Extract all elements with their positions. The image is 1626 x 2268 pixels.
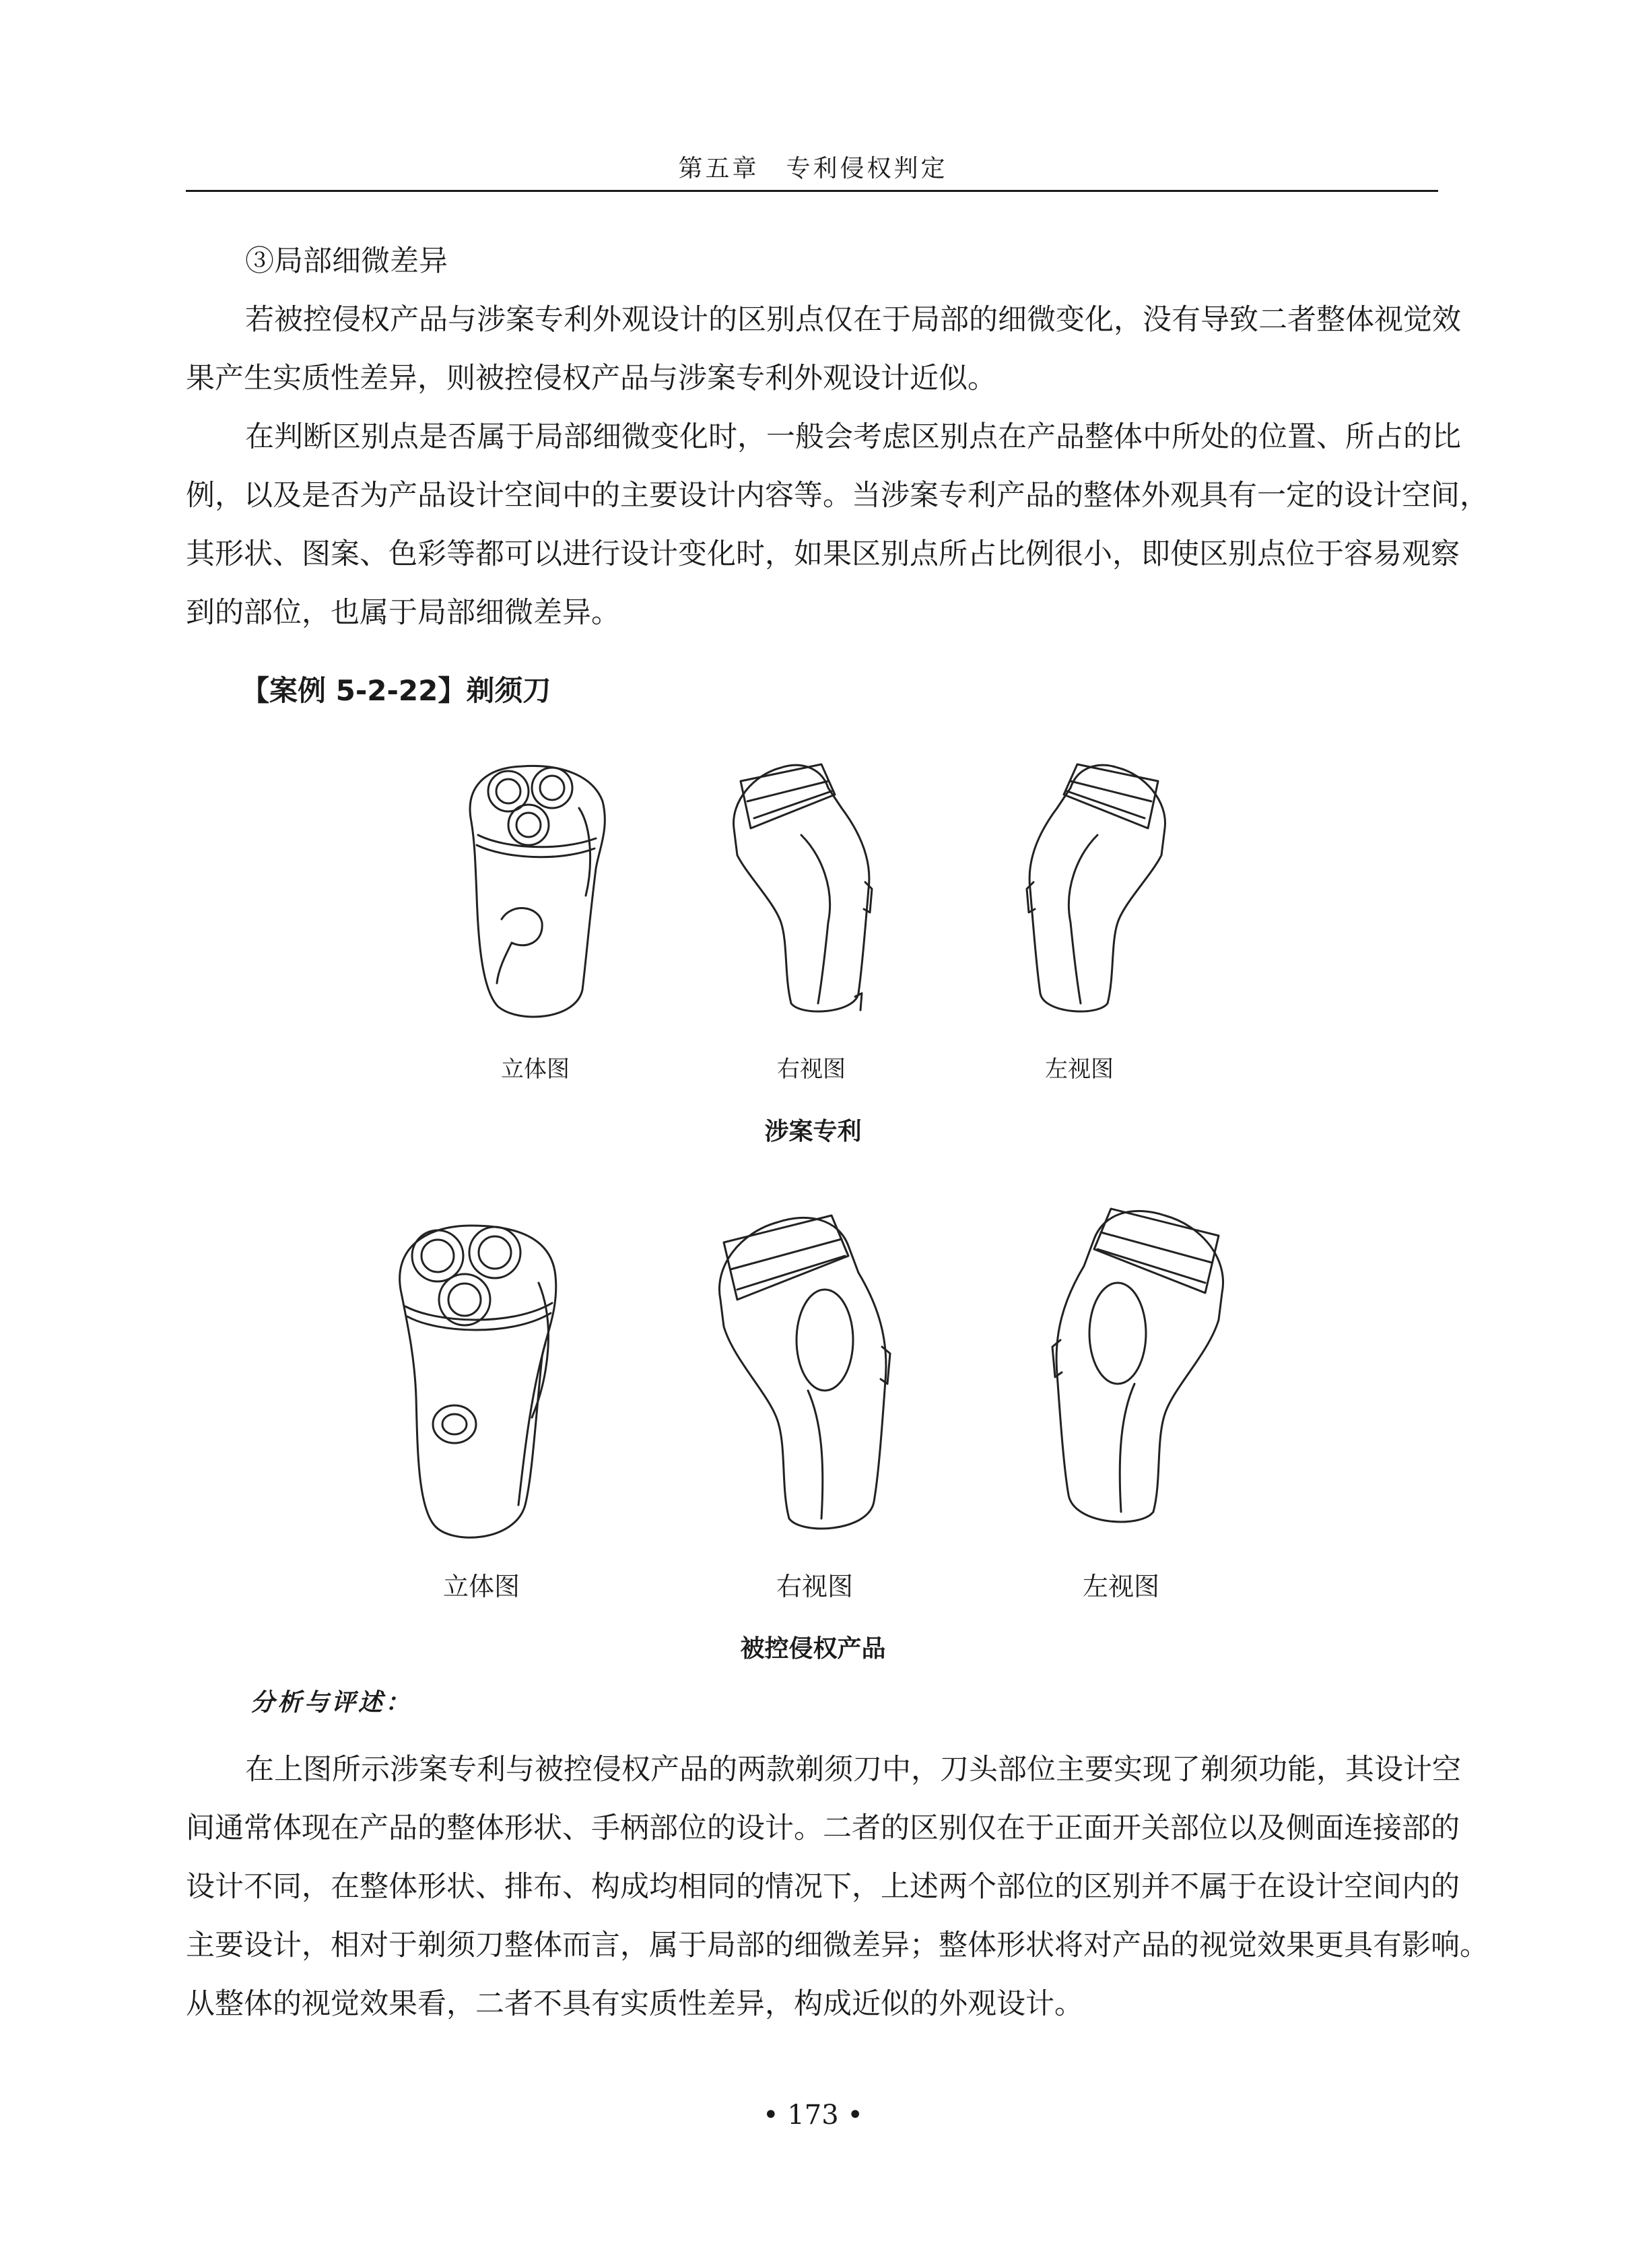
analysis-paragraph <box>186 1741 1489 2034</box>
analysis-line: 间通常体现在产品的整体形状、手柄部位的设计。二者的区别仅在于正面开关部位以及侧面连接部的 <box>186 1811 1460 1845</box>
page-number: • 173 • <box>763 2100 863 2131</box>
patent-left-view-drawing <box>1010 754 1172 1017</box>
case-title: 【案例 5-2-22】剃须刀 <box>241 674 551 707</box>
accused-view-caption: 左视图 <box>1082 1572 1159 1601</box>
header-rule <box>186 190 1438 192</box>
paragraph-line: 例，以及是否为产品设计空间中的主要设计内容等。当涉案专利产品的整体外观具有一定的设计空间， <box>186 479 1489 512</box>
section-heading: ③局部细微差异 <box>245 244 448 278</box>
paragraph-line: 若被控侵权产品与涉案专利外观设计的区别点仅在于局部的细微变化，没有导致二者整体视觉效 <box>245 303 1461 337</box>
paragraph-line: 在判断区别点是否属于局部细微变化时，一般会考虑区别点在产品整体中所处的位置、所占的比 <box>245 420 1461 454</box>
patent-view-caption: 右视图 <box>777 1056 846 1083</box>
patent-right-view-drawing <box>727 754 889 1017</box>
paragraph-1 <box>186 291 1461 408</box>
paragraph-line: 其形状、图案、色彩等都可以进行设计变化时，如果区别点所占比例很小，即使区别点位于容易观察 <box>186 537 1460 571</box>
analysis-line: 从整体的视觉效果看，二者不具有实质性差异，构成近似的外观设计。 <box>186 1987 1083 2021</box>
accused-view-caption: 立体图 <box>442 1572 520 1601</box>
accused-right-view-drawing <box>714 1205 895 1535</box>
accused-group-caption: 被控侵权产品 <box>740 1635 886 1663</box>
analysis-line: 设计不同，在整体形状、排布、构成均相同的情况下，上述两个部位的区别并不属于在设计空间内的 <box>186 1870 1460 1904</box>
paragraph-2 <box>186 408 1489 642</box>
paragraph-line: 到的部位，也属于局部细微差异。 <box>186 596 620 630</box>
accused-view-caption: 右视图 <box>776 1572 853 1601</box>
paragraph-line: 果产生实质性差异，则被控侵权产品与涉案专利外观设计近似。 <box>186 362 996 395</box>
patent-view-caption: 立体图 <box>501 1056 570 1083</box>
patent-view-caption: 左视图 <box>1045 1056 1114 1083</box>
running-header: 第五章 专利侵权判定 <box>678 155 948 182</box>
accused-perspective-view-drawing <box>391 1222 572 1545</box>
analysis-line: 在上图所示涉案专利与被控侵权产品的两款剃须刀中，刀头部位主要实现了剃须功能，其设计空 <box>245 1753 1461 1787</box>
analysis-heading: 分析与评述： <box>250 1689 413 1716</box>
patent-group-caption: 涉案专利 <box>764 1118 862 1145</box>
accused-left-view-drawing <box>1047 1199 1229 1529</box>
patent-perspective-view-drawing <box>458 761 633 1024</box>
analysis-line: 主要设计，相对于剃须刀整体而言，属于局部的细微差异；整体形状将对产品的视觉效果更具有影响。 <box>186 1929 1489 1962</box>
